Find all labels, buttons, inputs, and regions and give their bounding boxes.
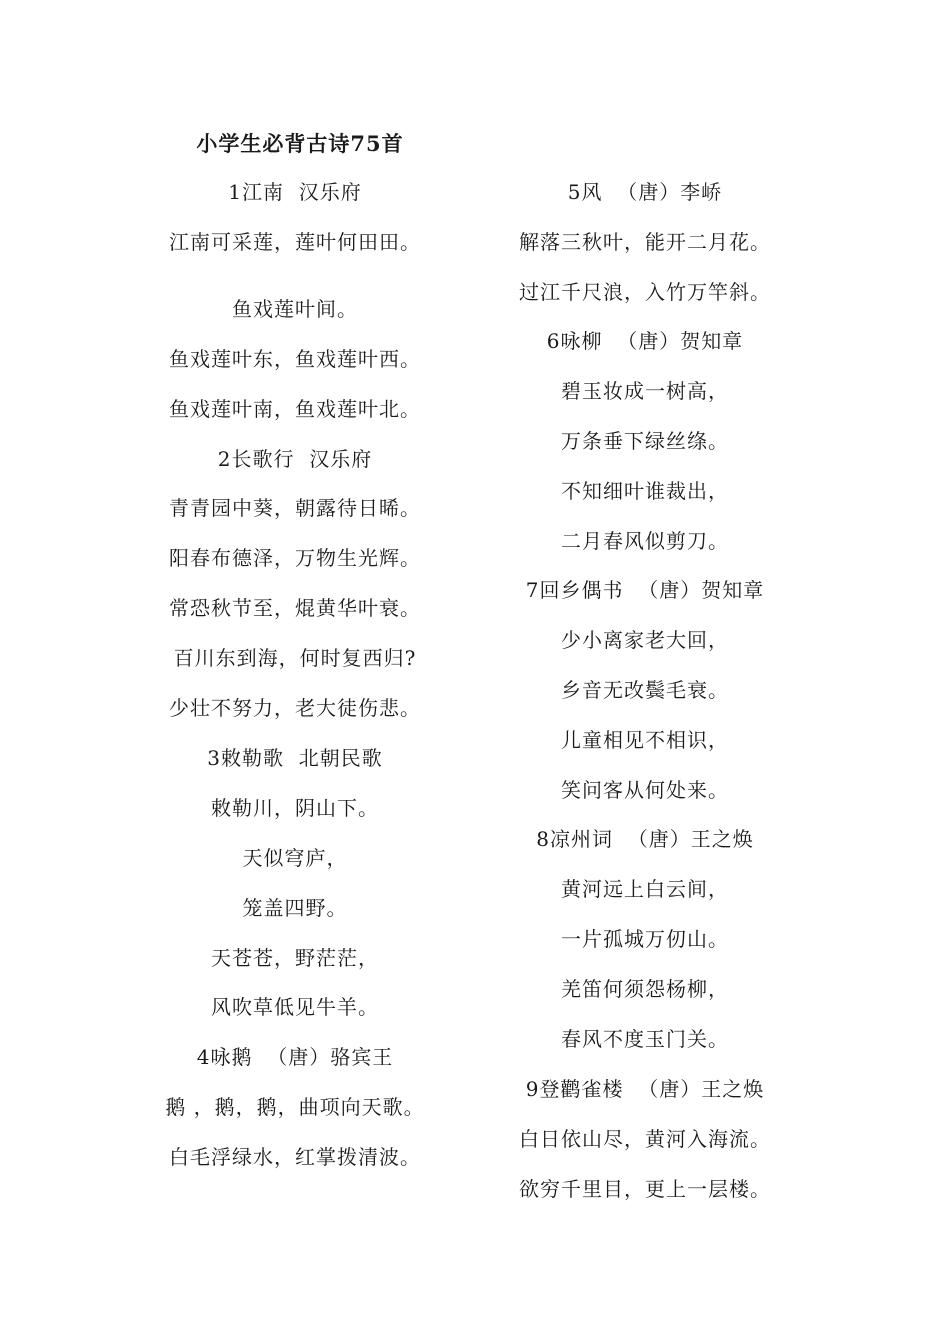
poem-heading: 4咏鹅 （唐）骆宾王 bbox=[196, 1045, 394, 1069]
poem-line: 白毛浮绿水，红掌拨清波。 bbox=[169, 1145, 421, 1169]
poem-line: 笑问客从何处来。 bbox=[561, 778, 729, 802]
poem-heading: 6咏柳 （唐）贺知章 bbox=[546, 329, 744, 353]
poem-line: 常恐秋节至，焜黄华叶衰。 bbox=[169, 596, 421, 620]
poem-line: 乡音无改鬓毛衰。 bbox=[561, 678, 729, 702]
poem-line: 江南可采莲，莲叶何田田。 bbox=[169, 230, 421, 254]
poem-line: 少小离家老大回， bbox=[561, 628, 729, 652]
poem-line: 羌笛何须怨杨柳， bbox=[561, 977, 729, 1001]
poem-heading: 3敕勒歌 北朝民歌 bbox=[207, 746, 383, 770]
poem-line: 欲穷千里目，更上一层楼。 bbox=[519, 1177, 771, 1201]
poem-heading: 8凉州词 （唐）王之焕 bbox=[536, 827, 754, 851]
poem-line: 天苍苍，野茫茫， bbox=[211, 946, 379, 970]
poem-line: 春风不度玉门关。 bbox=[561, 1027, 729, 1051]
poem-line: 儿童相见不相识， bbox=[561, 728, 729, 752]
poem-line: 风吹草低见牛羊。 bbox=[211, 995, 379, 1019]
poem-line: 笼盖四野。 bbox=[242, 896, 348, 920]
poem-heading: 2长歌行 汉乐府 bbox=[217, 447, 373, 471]
poem-heading: 5风 （唐）李峤 bbox=[567, 180, 723, 204]
poem-line: 万条垂下绿丝绦。 bbox=[561, 429, 729, 453]
poem-line: 敕勒川，阴山下。 bbox=[211, 796, 379, 820]
poem-heading: 9登鹳雀楼 （唐）王之焕 bbox=[525, 1077, 765, 1101]
poem-line: 白日依山尽，黄河入海流。 bbox=[519, 1127, 771, 1151]
poem-line: 解落三秋叶，能开二月花。 bbox=[519, 230, 771, 254]
poem-line: 百川东到海，何时复西归? bbox=[173, 646, 417, 670]
poem-line: 二月春风似剪刀。 bbox=[561, 529, 729, 553]
poem-line: 阳春布德泽，万物生光辉。 bbox=[169, 546, 421, 570]
document-title: 小学生必背古诗75首 bbox=[196, 131, 404, 156]
poem-line: 鱼戏莲叶南，鱼戏莲叶北。 bbox=[169, 397, 421, 421]
poem-line: 鱼戏莲叶间。 bbox=[232, 297, 358, 321]
poem-line: 过江千尺浪，入竹万竿斜。 bbox=[519, 280, 771, 304]
poem-line: 青青园中葵，朝露待日晞。 bbox=[169, 496, 421, 520]
poem-line: 一片孤城万仞山。 bbox=[561, 927, 729, 951]
poem-heading: 7回乡偶书 （唐）贺知章 bbox=[525, 578, 765, 602]
poem-line: 鱼戏莲叶东，鱼戏莲叶西。 bbox=[169, 347, 421, 371]
poem-line: 鹅 ，鹅，鹅，曲项向天歌。 bbox=[165, 1095, 425, 1119]
poem-line: 不知细叶谁裁出， bbox=[561, 479, 729, 503]
poem-line: 少壮不努力，老大徒伤悲。 bbox=[169, 696, 421, 720]
poem-line: 碧玉妆成一树高， bbox=[561, 379, 729, 403]
poem-line: 黄河远上白云间， bbox=[561, 877, 729, 901]
poem-heading: 1江南 汉乐府 bbox=[228, 180, 362, 204]
poem-line: 天似穹庐， bbox=[242, 846, 348, 870]
